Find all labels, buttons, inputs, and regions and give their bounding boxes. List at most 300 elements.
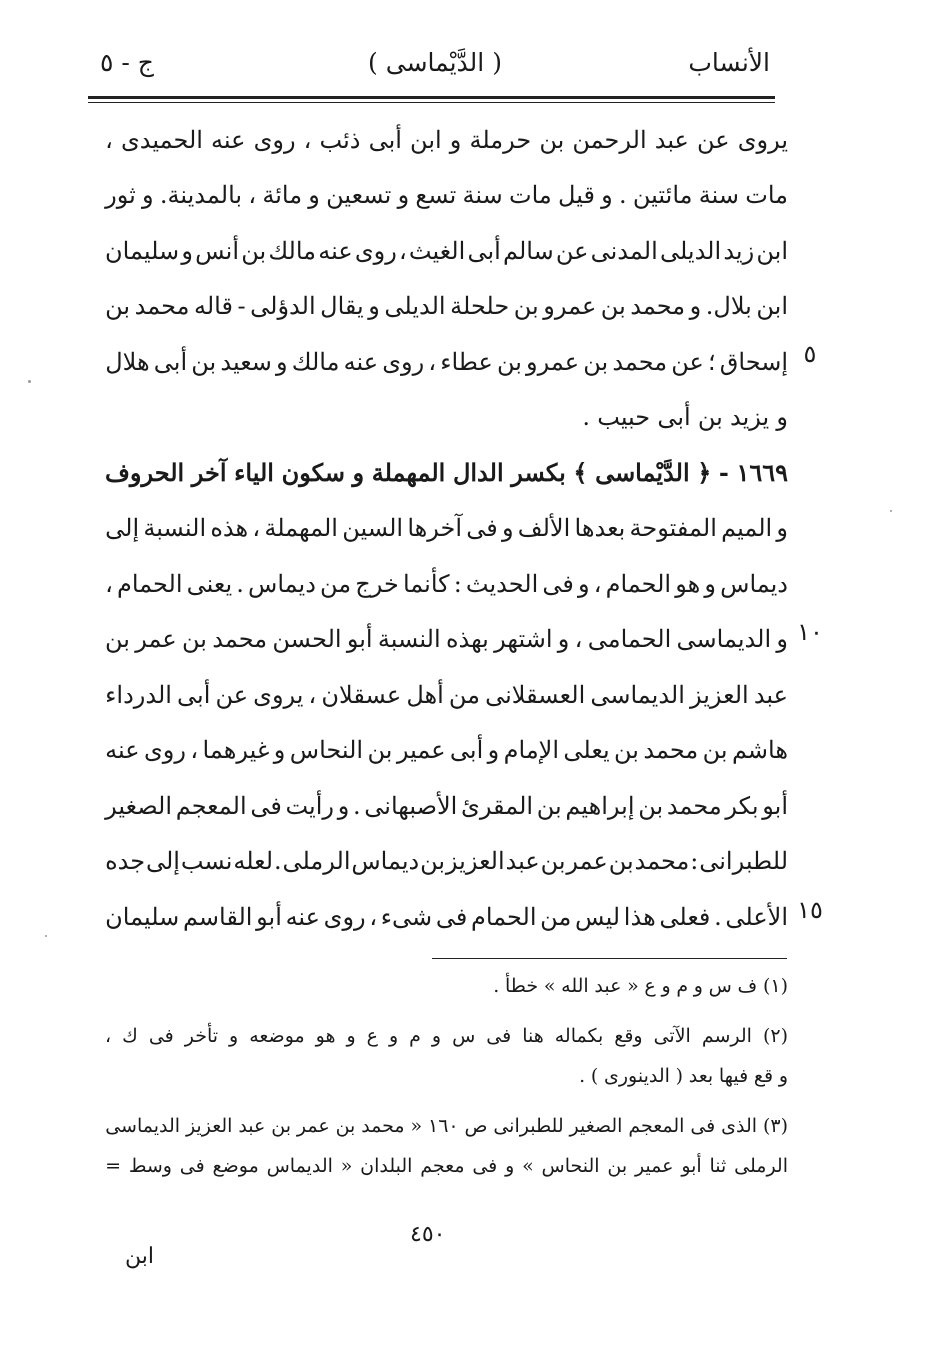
word: ،: [428, 347, 437, 376]
word: و: [142, 181, 154, 210]
word: ،: [308, 680, 317, 709]
word: بن: [335, 1115, 356, 1137]
word: المعجم: [175, 791, 247, 820]
word: روى: [382, 347, 425, 376]
word: الحميدى: [120, 125, 203, 154]
word: فى: [148, 1025, 174, 1047]
word: غيرهما: [202, 736, 270, 765]
word: محمد: [134, 292, 190, 321]
word: ابن: [756, 236, 788, 265]
word: قاله: [193, 292, 233, 321]
word: أبو: [762, 791, 788, 820]
word: محمد: [612, 347, 668, 376]
word: بن: [539, 125, 565, 154]
word: الصغير: [105, 791, 173, 820]
word: عن: [215, 680, 249, 709]
word: ابن: [410, 125, 442, 154]
word: النسبة: [143, 514, 207, 543]
word: و: [337, 791, 350, 820]
word: سنة: [698, 181, 739, 210]
word: ،: [303, 125, 312, 154]
word: مائة: [262, 181, 303, 210]
word: و: [778, 1065, 788, 1087]
word: فعلى: [659, 902, 711, 931]
word: .: [582, 403, 591, 432]
word: م: [409, 1025, 421, 1047]
paper-speck: [28, 380, 31, 383]
word: بن: [697, 403, 723, 432]
word: يقال: [320, 292, 364, 321]
word: أبى: [657, 403, 691, 432]
word: »: [543, 975, 556, 997]
word: موضعه: [249, 1025, 305, 1047]
word: بن: [191, 347, 217, 376]
word: الدينورى: [604, 1065, 670, 1087]
word: محمد: [634, 847, 690, 876]
word: و: [181, 236, 193, 265]
word: عن: [671, 347, 704, 376]
word: عنه: [343, 347, 379, 376]
word: المدنى: [590, 236, 658, 265]
word: ؛: [708, 347, 716, 376]
word: القاسم: [182, 902, 253, 931]
word: من: [448, 680, 481, 709]
footnote-line: [105, 1146, 788, 1186]
word: فى: [250, 791, 282, 820]
word: أبى: [177, 680, 211, 709]
word: سليمان: [105, 902, 180, 931]
word: الحمام: [470, 902, 537, 931]
word: س: [452, 1025, 476, 1047]
word: و: [487, 736, 500, 765]
word: الرسم: [701, 1025, 752, 1047]
catchword: ابن: [125, 1244, 154, 1269]
word: الدال: [452, 458, 504, 488]
word: عبد: [753, 680, 788, 709]
word: نسب: [180, 847, 233, 876]
word: المعجم: [628, 1115, 685, 1137]
word: ،: [248, 181, 257, 210]
word: ك: [122, 1025, 138, 1047]
word: الآتى: [653, 1025, 691, 1047]
word: الديماسى: [676, 625, 772, 654]
word: إلى: [145, 847, 180, 876]
word: لعله: [233, 847, 274, 876]
word: بعدها: [574, 514, 626, 543]
word: كأنما: [402, 569, 450, 598]
word: يعلى: [563, 736, 610, 765]
word: الرملى: [282, 847, 351, 876]
word: (١): [762, 975, 788, 997]
word: روى: [253, 125, 296, 154]
word: بعد: [688, 1065, 714, 1087]
word: إبراهيم: [565, 791, 635, 820]
word: محمد: [643, 736, 699, 765]
word: بن: [607, 1155, 628, 1177]
word: تأخر: [184, 1025, 219, 1047]
paper-speck: [890, 510, 892, 512]
footnote-line: [105, 1016, 788, 1056]
text-line: [105, 112, 788, 168]
word: و: [397, 181, 410, 210]
word: عمرو: [526, 347, 580, 376]
word: .: [619, 181, 627, 210]
word: حبيب: [597, 403, 651, 432]
word: و: [368, 292, 380, 321]
word: بلال.: [705, 292, 752, 321]
word: ذئب: [319, 125, 361, 154]
word: ﴿: [697, 458, 712, 488]
word: و: [776, 403, 788, 432]
word: ،: [105, 1025, 112, 1047]
word: أبى: [368, 125, 402, 154]
word: الأصبهانى: [364, 791, 458, 820]
word: أبو: [346, 625, 373, 654]
word: زيد: [723, 236, 755, 265]
word: و: [776, 514, 788, 543]
word: حرملة: [469, 125, 532, 154]
word: و: [431, 1025, 442, 1047]
word: عنه: [105, 736, 140, 765]
word: هلال: [105, 347, 150, 376]
word: تسعين: [326, 181, 392, 210]
word: و: [601, 181, 613, 210]
word: عمير: [634, 1155, 674, 1177]
main-text: [105, 112, 788, 945]
word: ديماس: [720, 569, 788, 598]
word: السين: [342, 514, 404, 543]
word: المهملة: [371, 458, 446, 488]
word: و: [501, 514, 514, 543]
word: أبو: [681, 1155, 702, 1177]
word: و: [505, 1155, 515, 1177]
word: عبد: [505, 847, 540, 876]
word: خطأ: [505, 975, 539, 997]
word: العزيز: [185, 1115, 233, 1137]
word: أنس: [195, 236, 240, 265]
word: ف: [737, 975, 758, 997]
word: بن: [608, 847, 634, 876]
word: بالمدينة.: [159, 181, 243, 210]
word: فى: [472, 1155, 498, 1177]
word: عبد: [654, 125, 689, 154]
word: «: [340, 1155, 353, 1177]
word: عن: [697, 125, 730, 154]
word: بكسر: [511, 458, 566, 488]
word: من: [320, 569, 352, 598]
word: بن: [513, 292, 539, 321]
word: إسحاق: [719, 347, 788, 376]
word: محمد: [666, 791, 722, 820]
word: سليمان: [105, 236, 180, 265]
word: مالك: [291, 347, 340, 376]
word: بن: [105, 292, 131, 321]
word: روى: [323, 902, 366, 931]
word: مائتين: [632, 181, 693, 210]
word: بهذه: [445, 625, 489, 654]
word: بن: [496, 347, 522, 376]
word: الحمام: [605, 569, 672, 598]
text-line: [105, 667, 788, 723]
word: خرج: [355, 569, 399, 598]
word: شىء: [380, 902, 433, 931]
word: ،: [574, 625, 583, 654]
word: الدرداء: [105, 680, 172, 709]
word: ،: [369, 902, 378, 931]
word: سكون: [281, 458, 345, 488]
word: و: [308, 181, 320, 210]
word: أبو: [256, 902, 282, 931]
word: الياء: [234, 458, 274, 488]
word: المقرئ: [461, 791, 534, 820]
footnote-line: [105, 1106, 788, 1146]
word: محمد: [361, 1115, 405, 1137]
word: ﴾: [573, 458, 588, 488]
word: عمر: [296, 1115, 330, 1137]
word: ،: [252, 514, 261, 543]
word: فى: [179, 1155, 205, 1177]
word: الأعلى: [725, 902, 788, 931]
word: عمير: [396, 736, 446, 765]
word: عن: [555, 236, 589, 265]
word: أهل: [406, 680, 444, 709]
word: الديلى: [384, 292, 446, 321]
word: جده: [105, 847, 146, 876]
word: عنه: [211, 125, 246, 154]
word: عسقلان: [321, 680, 402, 709]
word: أبى: [467, 236, 501, 265]
word: الدؤلى: [250, 292, 316, 321]
word: يعنى: [186, 569, 233, 598]
word: الصغير: [569, 1115, 623, 1137]
word: ١٦٠: [427, 1115, 459, 1137]
header-book-title: الأنساب: [688, 48, 770, 77]
page-number: ٤٥٠: [410, 1222, 446, 1247]
word: ع: [644, 975, 656, 997]
word: الميم: [721, 514, 773, 543]
word: وقع: [614, 1025, 643, 1047]
word: من: [540, 902, 572, 931]
word: آخرها: [407, 514, 463, 543]
word: المفتوحة: [629, 514, 717, 543]
word: مالك: [268, 236, 317, 265]
word: .: [579, 1065, 586, 1087]
word: س: [708, 975, 732, 997]
word: و: [273, 736, 286, 765]
word: المهملة: [264, 514, 338, 543]
word: ١٦٦٩: [736, 458, 788, 488]
word: و: [689, 292, 702, 321]
word: ): [590, 1065, 599, 1087]
word: عنه: [285, 902, 320, 931]
line-number-5: ٥: [803, 340, 817, 368]
word: و: [693, 975, 703, 997]
word: بكر: [725, 791, 759, 820]
running-header: [100, 48, 770, 88]
word: سنة: [462, 181, 503, 210]
word: ديماس: [351, 847, 420, 876]
word: و: [352, 458, 365, 488]
word: إلى: [105, 514, 140, 543]
word: الإمام: [503, 736, 560, 765]
word: الديماسى: [590, 680, 685, 709]
header-rule-thin: [88, 102, 775, 103]
word: (٢): [762, 1025, 788, 1047]
word: آخر: [191, 458, 227, 488]
word: الديماس: [266, 1155, 333, 1177]
word: فى: [690, 1115, 716, 1137]
word: «: [627, 975, 639, 997]
word: للطبرانى: [493, 1115, 564, 1137]
word: فى: [542, 569, 574, 598]
word: أبى: [153, 347, 188, 376]
word: الحديث: [465, 569, 539, 598]
word: النحاس: [289, 736, 364, 765]
word: العزيز: [690, 680, 749, 709]
text-line: [105, 390, 788, 446]
word: قيل: [558, 181, 595, 210]
word: العسقلانى: [485, 680, 586, 709]
word: يروى: [253, 680, 304, 709]
word: بن: [271, 1115, 291, 1137]
word: الحسن: [272, 625, 342, 654]
word: .: [493, 975, 500, 997]
word: بن: [241, 236, 267, 265]
word: أبى: [449, 736, 484, 765]
word: ليس: [574, 902, 621, 931]
word: محمد: [212, 625, 268, 654]
word: بن: [536, 791, 562, 820]
word: الغيث: [408, 236, 466, 265]
text-line: [105, 223, 788, 279]
word: رأيت: [285, 791, 334, 820]
word: ،: [398, 236, 407, 265]
word: عمر: [566, 847, 608, 876]
footnotes: [105, 966, 788, 1186]
word: سعيد: [220, 347, 272, 376]
word: فى: [486, 1025, 512, 1047]
word: ،: [105, 125, 113, 154]
word: النحاس: [541, 1155, 600, 1177]
word: بن: [367, 736, 393, 765]
word: معجم: [420, 1155, 465, 1177]
word: حلحلة: [450, 292, 510, 321]
word: و: [389, 1025, 399, 1047]
word: فى: [435, 902, 468, 931]
word: الرملى: [734, 1155, 788, 1177]
word: و: [229, 1025, 239, 1047]
word: عنه: [318, 236, 353, 265]
word: بن: [583, 347, 609, 376]
word: بن: [600, 292, 626, 321]
word: .: [273, 847, 282, 876]
word: ابن: [756, 292, 788, 321]
word: عبد: [594, 975, 622, 997]
text-line: [105, 723, 788, 779]
word: .: [236, 569, 244, 598]
word: العزيز: [445, 847, 505, 876]
word: الديلى: [659, 236, 722, 265]
word: بن: [105, 625, 130, 654]
word: محمد: [630, 292, 686, 321]
text-line: [105, 279, 788, 335]
word: و: [661, 975, 671, 997]
word: الألف: [517, 514, 571, 543]
word: و: [276, 347, 288, 376]
word: هاشم: [731, 736, 788, 765]
word: الذى: [721, 1115, 758, 1137]
text-line: [105, 168, 788, 224]
word: م: [676, 975, 689, 997]
word: ع: [366, 1025, 379, 1047]
word: النسبة: [377, 625, 441, 654]
word: وسط: [128, 1155, 172, 1177]
word: موضع: [212, 1155, 259, 1177]
word: «: [410, 1115, 423, 1137]
paper-speck: [45, 935, 47, 937]
word: الرحمن: [572, 125, 647, 154]
footnote-rule: [432, 958, 787, 959]
text-line: [105, 612, 788, 668]
word: فيها: [718, 1065, 749, 1087]
word: تسع: [415, 181, 457, 210]
word: مات: [509, 181, 552, 210]
word: بن: [420, 847, 446, 876]
header-rule-thick: [88, 96, 775, 99]
word: عمرو: [543, 292, 597, 321]
footnote-line: [105, 1056, 788, 1096]
word: سالم: [502, 236, 554, 265]
line-number-10: ١٠: [797, 618, 823, 646]
word: بن: [614, 736, 639, 765]
word: »: [522, 1155, 534, 1177]
word: روى: [144, 736, 186, 765]
word: :: [453, 569, 462, 598]
word: يزيد: [730, 403, 770, 432]
word: يروى: [737, 125, 788, 154]
word: عمر: [135, 625, 177, 654]
word: البلدان: [360, 1155, 413, 1177]
word: فى: [466, 514, 498, 543]
word: مات: [745, 181, 788, 210]
word: ثور: [105, 181, 136, 210]
word: بكماله: [554, 1025, 604, 1047]
word: ص: [464, 1115, 488, 1137]
line-number-15: ١٥: [797, 896, 823, 924]
word: بن: [702, 736, 728, 765]
word: الديماسى: [105, 1115, 181, 1137]
word: بن: [540, 847, 566, 876]
word: (: [675, 1065, 684, 1087]
word: هو: [675, 569, 701, 598]
word: اشتهر: [494, 625, 553, 654]
text-line: [105, 501, 788, 557]
word: هو: [315, 1025, 336, 1047]
word: هذا: [623, 902, 656, 931]
word: .: [714, 902, 722, 931]
word: الحروف: [105, 458, 185, 488]
word: ثنا: [709, 1155, 727, 1177]
word: بن: [182, 625, 207, 654]
word: و: [577, 569, 590, 598]
word: عبد: [238, 1115, 266, 1137]
header-volume: ج - ٥: [100, 48, 154, 77]
word: و: [776, 625, 788, 654]
word: -: [718, 458, 729, 488]
word: الحمامى: [587, 625, 672, 654]
word: :: [690, 847, 699, 876]
footnote-line: [105, 966, 788, 1006]
